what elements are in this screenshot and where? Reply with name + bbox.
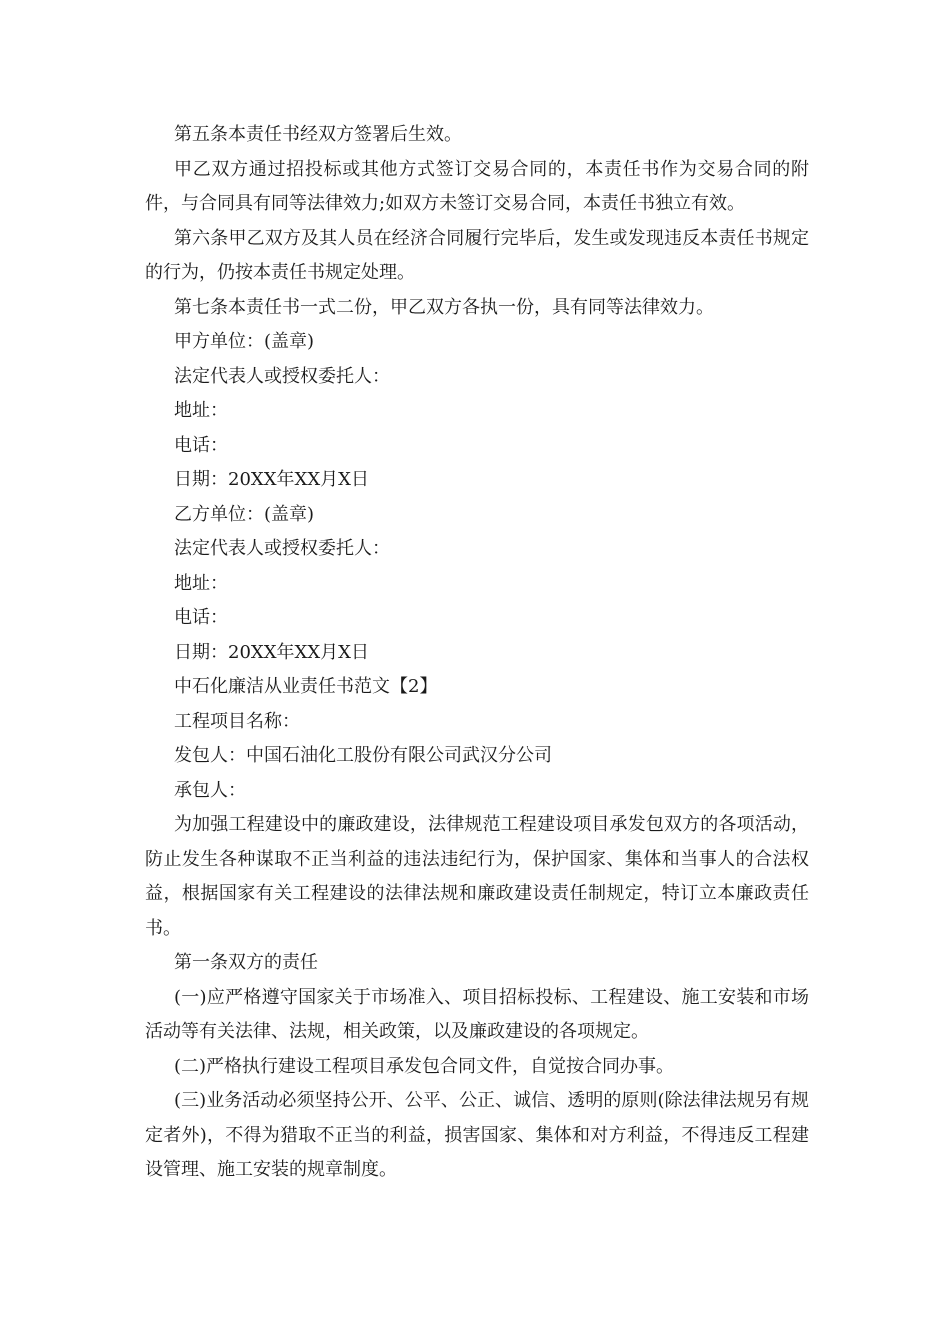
party-b-address: 地址：: [174, 572, 228, 594]
party-a-phone: 电话：: [174, 434, 228, 456]
article-1-heading: 第一条双方的责任: [174, 952, 318, 973]
party-a-representative: 法定代表人或授权委托人：: [174, 365, 390, 387]
section-title-2: 中石化廉洁从业责任书范文【2】: [174, 676, 438, 697]
article-1-item-1: (一)应严格遵守国家关于市场准入、项目招标投标、工程建设、施工安装和市场活动等有关法律、法规，相关政策，以及廉政建设的各项规定。: [145, 986, 809, 1042]
paragraph-preamble: 为加强工程建设中的廉政建设，法律规范工程建设项目承发包双方的各项活动，防止发生各种谋取不正当利益的违法违纪行为，保护国家、集体和当事人的合法权益，根据国家有关工程建设的法律法规和廉政建设责任制规定，特订立本廉政责任书。: [145, 814, 809, 939]
article-1-item-3: (三)业务活动必须坚持公开、公平、公正、诚信、透明的原则(除法律法规另有规定者外)，不得为猎取不正当的利益，损害国家、集体和对方利益，不得违反工程建设管理、施工安装的规章制度。: [145, 1090, 809, 1180]
article-1-item-2: (二)严格执行建设工程项目承发包合同文件，自觉按合同办事。: [174, 1055, 675, 1077]
paragraph-article-5: 第五条本责任书经双方签署后生效。: [174, 124, 462, 145]
party-a-address: 地址：: [174, 400, 228, 421]
paragraph-contract-attachment: 甲乙双方通过招投标或其他方式签订交易合同的，本责任书作为交易合同的附件，与合同具有同等法律效力;如双方未签订交易合同，本责任书独立有效。: [145, 158, 809, 214]
party-b-representative: 法定代表人或授权委托人：: [174, 538, 390, 559]
party-b-unit: 乙方单位：(盖章): [174, 503, 315, 525]
employer: 发包人：中国石油化工股份有限公司武汉分公司: [174, 745, 552, 766]
party-a-date: 日期：20XX年XX月X日: [174, 469, 369, 490]
document-body: [145, 118, 809, 1188]
contractor: 承包人：: [174, 779, 246, 801]
paragraph-article-6: 第六条甲乙双方及其人员在经济合同履行完毕后，发生或发现违反本责任书规定的行为，仍按本责任书规定处理。: [145, 227, 809, 283]
party-a-unit: 甲方单位：(盖章): [174, 331, 315, 352]
party-b-date: 日期：20XX年XX月X日: [174, 641, 369, 663]
paragraph-article-7: 第七条本责任书一式二份，甲乙双方各执一份，具有同等法律效力。: [174, 296, 714, 318]
project-name: 工程项目名称：: [174, 710, 300, 732]
party-b-phone: 电话：: [174, 607, 228, 628]
